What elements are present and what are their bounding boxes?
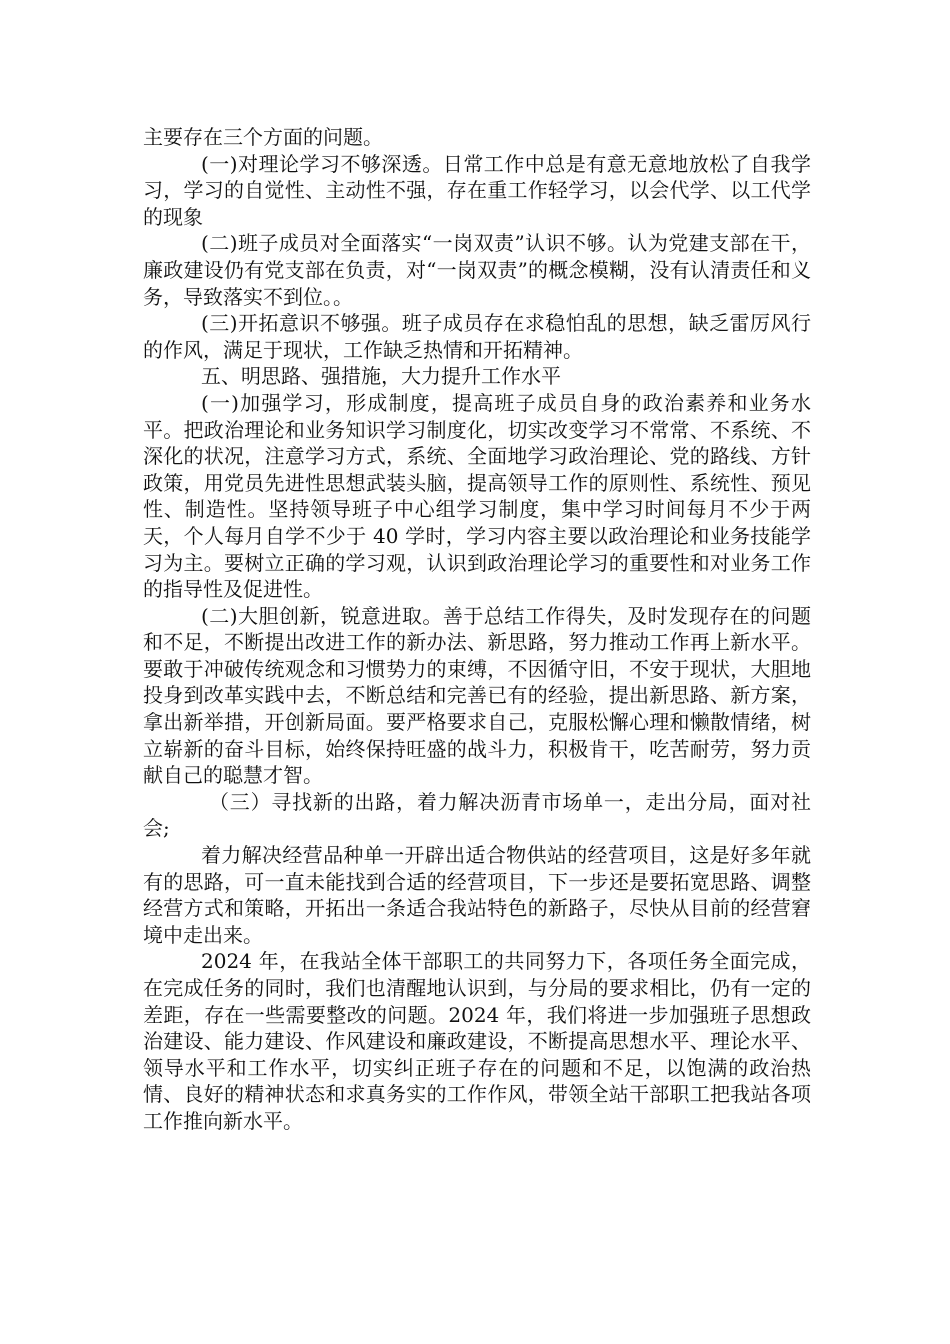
paragraph-issue-3: (三)开拓意识不够强。班子成员存在求稳怕乱的思想，缺乏雷厉风行的作风，满足于现状，工作缺乏热情和开拓精神。 xyxy=(143,311,811,362)
paragraph-conclusion: 2024 年，在我站全体干部职工的共同努力下，各项任务全面完成，在完成任务的同时，我们也清醒地认识到，与分局的要求相比，仍有一定的差距，存在一些需要整改的问题。2024 年，我们将进一步加强班子思想政治建设、能力建设、作风建设和廉政建设，不断提高思想水平、理论水平、领导水平和工作水平，切实纠正班子存在的问题和不足，以饱满的政治热情、良好的精神状态和求真务实的工作作风，带领全站干部职工把我站各项工作推向新水平。 xyxy=(143,949,811,1133)
paragraph-measure-3: （三）寻找新的出路，着力解决沥青市场单一，走出分局，面对社会; xyxy=(143,789,811,841)
section-heading-5: 五、明思路、强措施，大力提升工作水平 xyxy=(201,364,561,389)
document-page xyxy=(143,124,811,1135)
paragraph-measure-1: (一)加强学习，形成制度，提高班子成员自身的政治素养和业务水平。把政治理论和业务知识学习制度化，切实改变学习不常常、不系统、不深化的状况，注意学习方式，系统、全面地学习政治理论、党的路线、方针政策，用党员先进性思想武装头脑，提高领导工作的原则性、系统性、预见性、制造性。坚持领导班子中心组学习制度，集中学习时间每月不少于两天，个人每月自学不少于 40 学时，学习内容主要以政治理论和业务技能学习为主。要树立正确的学习观，认识到政治理论学习的重要性和对业务工作的指导性及促进性。 xyxy=(143,390,811,602)
paragraph-business: 着力解决经营品种单一开辟出适合物供站的经营项目，这是好多年就有的思路，可一直未能找到合适的经营项目，下一步还是要拓宽思路、调整经营方式和策略，开拓出一条适合我站特色的新路子，尽快从目前的经营窘境中走出来。 xyxy=(143,843,811,947)
paragraph-issue-1: (一)对理论学习不够深透。日常工作中总是有意无意地放松了自我学习，学习的自觉性、主动性不强，存在重工作轻学习，以会代学、以工代学的现象 xyxy=(143,151,811,229)
paragraph-intro: 主要存在三个方面的问题。 xyxy=(143,125,383,149)
paragraph-measure-2: (二)大胆创新，锐意进取。善于总结工作得失，及时发现存在的问题和不足，不断提出改进工作的新办法、新思路，努力推动工作再上新水平。要敢于冲破传统观念和习惯势力的束缚，不因循守旧，不安于现状，大胆地投身到改革实践中去，不断总结和完善已有的经验，提出新思路、新方案，拿出新举措，开创新局面。要严格要求自己，克服松懈心理和懒散情绪，树立崭新的奋斗目标，始终保持旺盛的战斗力，积极肯干，吃苦耐劳，努力贡献自己的聪慧才智。 xyxy=(143,603,811,788)
paragraph-issue-2: (二)班子成员对全面落实“一岗双责”认识不够。认为党建支部在干，廉政建设仍有党支部在负责，对“一岗双责”的概念模糊，没有认清责任和义务，导致落实不到位。。 xyxy=(143,231,811,309)
